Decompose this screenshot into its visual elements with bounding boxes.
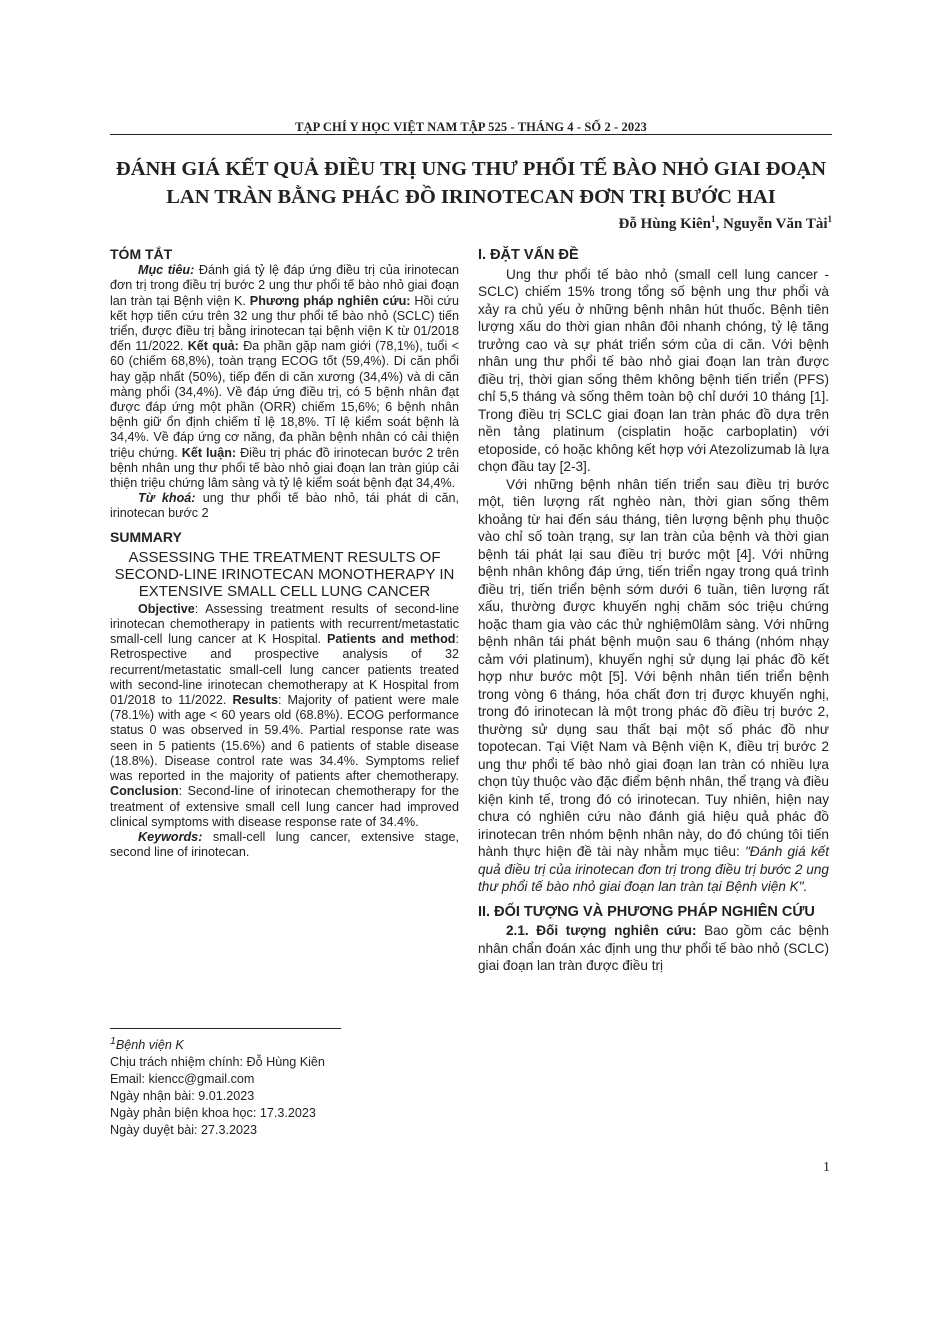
intro-heading: I. ĐẶT VẤN ĐỀ	[478, 247, 579, 263]
subsection-label: 2.1. Đối tượng nghiên cứu:	[506, 923, 697, 938]
results-text: Đa phần gặp nam giới (78,1%), tuổi < 60 (chiếm 68,8%), toàn trạng ECOG tốt (59,4%). Di căn phổi hay gặp nhất (50%), tiếp đến di căn xương (34,4%) và di căn màng phổi (34,4%). Về đáp ứng điều trị, có 5 bệnh nhân đạt được đáp ứng một phần (ORR) chiếm 15,6%; 6 bệnh nhân bệnh giữ ổn định chiếm tỉ lệ 18,8%. Tỉ lệ kiểm soát bệnh là 34,4%. Về đáp ứng cơ năng, đa phần bệnh nhân có cải thiện triệu chứng.	[110, 339, 460, 460]
objective-label: Mục tiêu:	[138, 263, 195, 278]
methods-text: : Retrospective and prospective analysis of 32 recurrent/metastatic small-cell lung cancer patients treated with second-line irinotecan chemotherapy at K Hospital from 01/2018 to 11/2022.	[110, 632, 460, 708]
header-divider	[110, 134, 832, 135]
date-received: Ngày nhận bài: 9.01.2023	[110, 1089, 255, 1104]
summary-heading: SUMMARY	[110, 528, 182, 545]
conclusion-label: Kết luận:	[181, 445, 237, 460]
keywords-en	[110, 830, 459, 860]
footnotes	[110, 1028, 459, 1139]
intro-paragraph: Ung thư phổi tế bào nhỏ (small cell lung cancer - SCLC) chiếm 15% trong tổng số bệnh ung thư phổi và xảy ra chủ yếu ở những bệnh nhân hút thuốc. Bệnh tiên lượng xấu do thời gian nhân đôi nhanh chóng, tỷ lệ tăng trưởng cao và sự phát triển sớm của di căn. Với bệnh nhân ung thư phổi tế bào nhỏ giai đoạn lan tràn được điều trị, thời gian sống thêm không bệnh tiến triển (PFS) chỉ 5,5 tháng và sống thêm toàn bộ chỉ dưới 10 tháng [1]. Trong điều trị SCLC giai đoạn lan tràn phác đồ dựa trên nền tảng platinum (cisplatin hoặc carboplatin) với etoposide, có hoặc không kết hợp với Atezolizumab là lựa chọn đầu tay [2-3].	[478, 266, 829, 474]
author-line	[618, 214, 832, 233]
results-text: : Majority of patient were male (78.1%) with age < 60 years old (68.8%). ECOG performance status 0 was observed in 59.4%. Partial response rate was seen in 5 patients (15.6%) and 6 patients of stable disease (18.8%). Disease control rate was 34.4%. Symptoms relief was reported in the majority of patients after chemotherapy.	[110, 693, 459, 784]
intro-text: Với những bệnh nhân tiến triển sau điều trị bước một, tiên lượng rất nghèo nàn, thời gian sống thêm khoảng từ hai đến sáu tháng, tiên lượng bệnh phụ thuộc vào chỉ số toàn trạng, sự lan tràn của bệnh và thời gian bệnh tái phát lại sau điều trị bước một [4]. Với những bệnh nhân không đáp ứng, tiến triển ngay trong quá trình điều trị, tiến triển bệnh sớm dưới 6 tuần, tiên lượng rất xấu, thường được khuyến nghị chăm sóc triệu chứng hoặc tham gia vào các thử nghiệm0lâm sàng. Với những bệnh nhân tái phát bệnh muộn sau 6 tháng (nhóm nhạy cảm với platinum), khuyến nghị sử dụng lại phác đồ kết hợp như bước một [5]. Với bệnh nhân tiến triển bệnh trong vòng 6 tháng, hóa chất đơn trị được khuyến nghị, trong đó irinotecan là một trong phác đồ điều trị bước 2, thường sử dụng sau thất bại một số phác đồ như topotecan. Tại Việt Nam và Bệnh viện K, điều trị bước 2 ung thư phổi tế bào nhỏ giai đoạn lan tràn có nhiều lựa chọn tùy thuộc vào đặc điểm bệnh nhân, thể trạng và điều kiện kinh tế, trong đó có irinotecan. Tuy nhiên, hiện nay chưa có nghiên cứu nào đánh giá hiệu quả phác đồ irinotecan trên nhóm bệnh nhân này, do đó chúng tôi tiến hành thực hiện đề tài này nhằm mục tiêu:	[478, 476, 829, 859]
affiliation-marker: 1	[711, 214, 716, 224]
corresponding-author: Chịu trách nhiệm chính: Đỗ Hùng Kiên	[110, 1055, 325, 1070]
article-title: ĐÁNH GIÁ KẾT QUẢ ĐIỀU TRỊ UNG THƯ PHỔI TẾ BÀO NHỎ GIAI ĐOẠN LAN TRÀN BẰNG PHÁC ĐỒ IRINOTECAN ĐƠN TRỊ BƯỚC HAI	[115, 158, 827, 208]
affiliation-text: Bệnh viện K	[115, 1038, 184, 1053]
summary-title: ASSESSING THE TREATMENT RESULTS OF SECOND-LINE IRINOTECAN MONOTHERAPY IN EXTENSIVE SMALL CELL LUNG CANCER	[114, 548, 455, 600]
date-accepted: Ngày duyệt bài: 27.3.2023	[110, 1123, 258, 1138]
author-name: Đỗ Hùng Kiên	[618, 216, 712, 232]
email: Email: kiencc@gmail.com	[110, 1072, 255, 1087]
objective-label: Objective	[138, 601, 195, 616]
conclusion-label: Conclusion	[110, 784, 179, 799]
page-number: 1	[823, 1160, 830, 1175]
methods-label: Patients and method	[326, 632, 456, 647]
methods-text: Hồi cứu kết hợp tiến cứu trên 32 ung thư phổi tế bào nhỏ (SCLC) tiến triển, được điều trị bằng irinotecan tại bệnh viện K từ 01/2018 đến 11/2022.	[110, 293, 459, 354]
author-separator: ,	[715, 216, 724, 232]
objective-text: Đánh giá tỷ lệ đáp ứng điều trị của irinotecan đơn trị trong điều trị bước 2 ung thư phổi tế bào nhỏ giai đoạn lan tràn tại Bệnh viện K.	[110, 263, 459, 308]
abstract-heading: TÓM TẮT	[110, 246, 173, 262]
summary-body	[110, 602, 459, 830]
keywords-label: Từ khoá:	[138, 491, 196, 506]
footnote-divider	[110, 1028, 341, 1029]
affiliation-marker: 1	[110, 1035, 116, 1047]
methods-label: Phương pháp nghiên cứu:	[249, 293, 411, 308]
results-label: Kết quả:	[187, 339, 239, 354]
spacer	[478, 896, 829, 904]
affiliation-marker: 1	[827, 214, 832, 224]
conclusion-text: Điều trị phác đồ irinotecan bước 2 trên bệnh nhân ung thư phổi tế bào nhỏ giai đoạn lan tràn giúp cải thiện triệu chứng lâm sàng và tỷ lệ kiểm soát bệnh đạt 34,4%.	[110, 445, 459, 491]
journal-header: TẠP CHÍ Y HỌC VIỆT NAM TẬP 525 - THÁNG 4 - SỐ 2 - 2023	[295, 120, 647, 134]
left-column	[110, 247, 459, 860]
methods-heading: II. ĐỐI TƯỢNG VÀ PHƯƠNG PHÁP NGHIÊN CỨU	[478, 903, 815, 920]
author-name: Nguyễn Văn Tài	[723, 216, 828, 232]
study-aim: "Đánh giá kết quả điều trị của irinotecan đơn trị trong điều trị bước 2 ung thư phổi tế bào nhỏ giai đoạn lan tràn tại Bệnh viện K".	[478, 844, 829, 894]
right-column	[478, 247, 829, 975]
affiliation-note	[110, 1033, 459, 1054]
keywords-vi	[110, 491, 459, 521]
intro-paragraph	[478, 476, 829, 896]
objective-text: : Assessing treatment results of second-line irinotecan chemotherapy in patients with recurrent/metastatic small-cell lung cancer at K Hospital.	[110, 601, 459, 647]
methods-paragraph	[478, 922, 829, 975]
keywords-text: ung thư phổi tế bào nhỏ, tái phát di căn, irinotecan bước 2	[110, 491, 459, 521]
keywords-label: Keywords:	[138, 829, 203, 844]
date-reviewed: Ngày phản biện khoa học: 17.3.2023	[110, 1106, 316, 1121]
keywords-text: small-cell lung cancer, extensive stage, second line of irinotecan.	[110, 829, 459, 860]
subsection-text: Bao gồm các bệnh nhân chẩn đoán xác định ung thư phổi tế bào nhỏ (SCLC) giai đoạn lan tràn được điều trị	[478, 923, 829, 973]
results-label: Results	[232, 693, 278, 708]
conclusion-text: : Second-line of irinotecan chemotherapy for the treatment of extensive small cell lung cancer had improved clinical symptoms with disease response rate of 34.4%.	[110, 784, 459, 829]
abstract-vi-body	[110, 263, 459, 491]
